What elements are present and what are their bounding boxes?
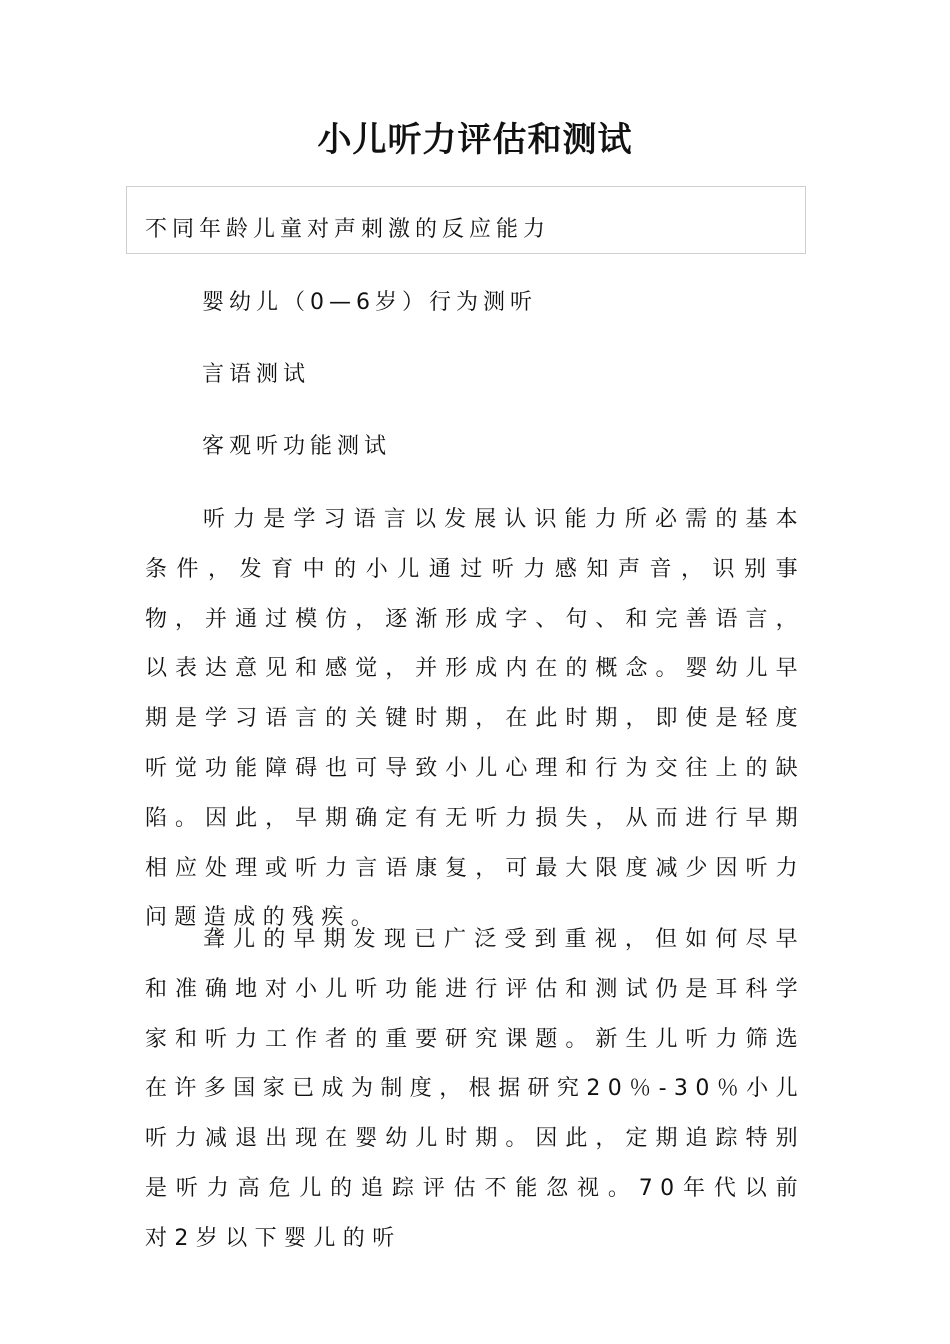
toc-item-reaction-ability: 不同年龄儿童对声刺激的反应能力	[145, 217, 551, 242]
paragraph-early-detection: 聋儿的早期发现已广泛受到重视，但如何尽早和准确地对小儿听功能进行评估和测试仍是耳科学家和听力工作者的重要研究课题。新生儿听力筛选在许多国家已成为制度，根据研究20％-30％小儿听力减退出现在婴幼儿时期。因此，定期追踪特别是听力高危儿的追踪评估不能忽视。70年代以前对2岁以下婴儿的听	[145, 927, 805, 1251]
document-title: 小儿听力评估和测试	[317, 120, 633, 160]
paragraph-hearing-importance: 听力是学习语言以发展认识能力所必需的基本条件，发育中的小儿通过听力感知声音，识别事物，并通过模仿，逐渐形成字、句、和完善语言，以表达意见和感觉，并形成内在的概念。婴幼儿早期是学习语言的关键时期，在此时期，即使是轻度听觉功能障碍也可导致小儿心理和行为交往上的缺陷。因此，早期确定有无听力损失，从而进行早期相应处理或听力言语康复，可最大限度减少因听力问题造成的残疾。	[145, 507, 805, 931]
toc-first-item-box	[126, 186, 806, 254]
toc-item-behavioral-audiometry: 婴幼儿（0—6岁）行为测听	[202, 290, 537, 315]
toc-item-objective-test: 客观听功能测试	[202, 434, 392, 459]
toc-item-speech-test: 言语测试	[202, 362, 311, 387]
